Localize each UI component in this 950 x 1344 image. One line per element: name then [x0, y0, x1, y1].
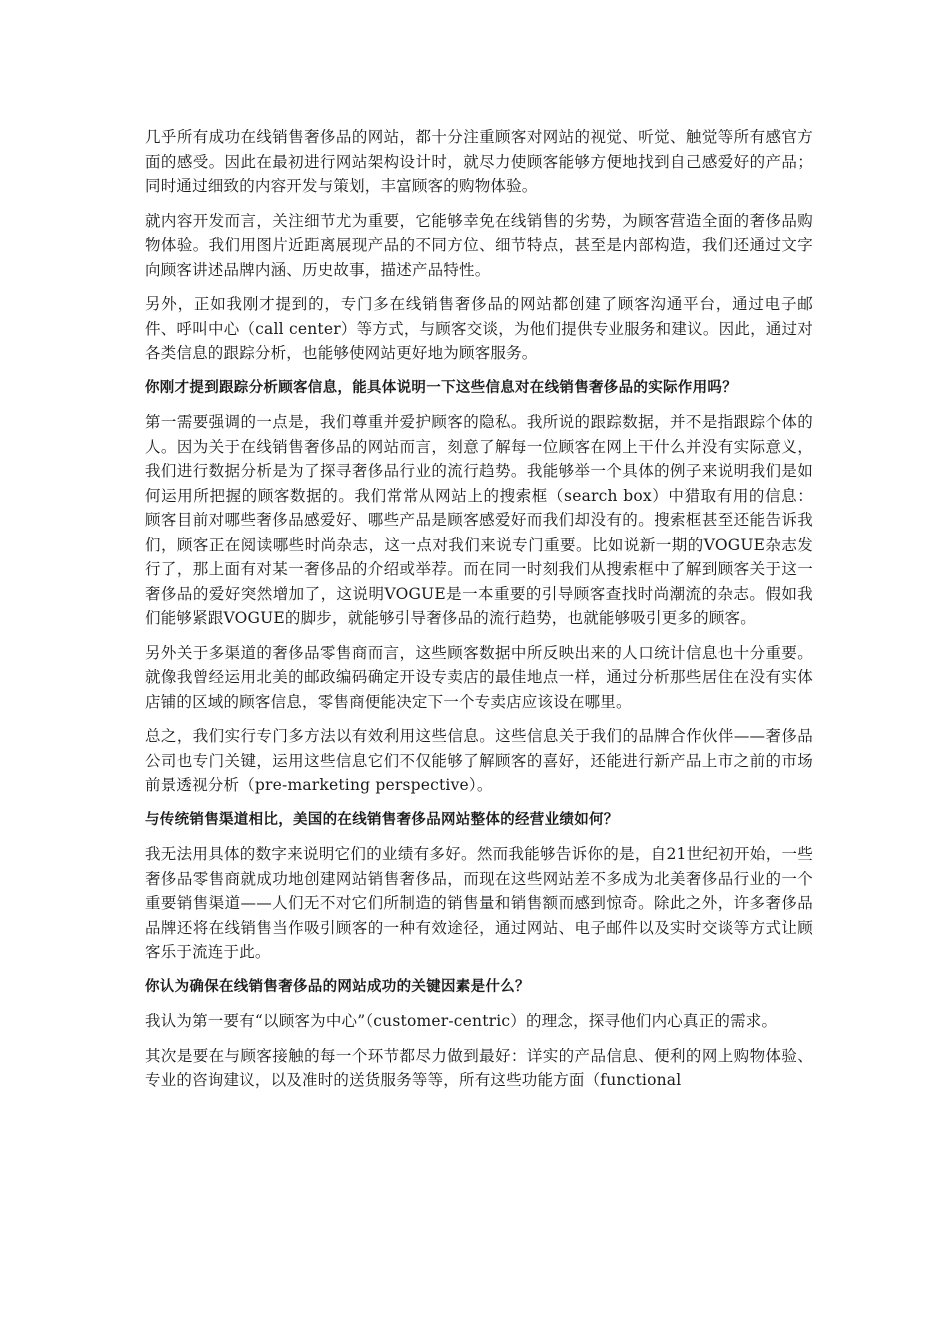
paragraph: 几乎所有成功在线销售奢侈品的网站，都十分注重顾客对网站的视觉、听觉、触觉等所有感官方面的感受。因此在最初进行网站架构设计时，就尽力使顾客能够方便地找到自己感爱好的产品；同时通过细致的内容开发与策划，丰富顾客的购物体验。 — [145, 128, 813, 195]
paragraph: 另外关于多渠道的奢侈品零售商而言，这些顾客数据中所反映出来的人口统计信息也十分重要。就像我曾经运用北美的邮政编码确定开设专卖店的最佳地点一样，通过分析那些居住在没有实体店铺的区域的顾客信息，零售商便能决定下一个专卖店应该设在哪里。 — [145, 643, 813, 711]
document-body — [145, 125, 813, 1103]
paragraph: 我认为第一要有“以顾客为中心”（customer-centric）的理念，探寻他们内心真正的需求。 — [145, 1012, 778, 1030]
paragraph: 就内容开发而言，关注细节尤为重要，它能够幸免在线销售的劣势，为顾客营造全面的奢侈品购物体验。我们用图片近距离展现产品的不同方位、细节特点，甚至是内部构造，我们还通过文字向顾客讲述品牌内涵、历史故事，描述产品特性。 — [145, 211, 813, 279]
interview-question: 你认为确保在线销售奢侈品的网站成功的关键因素是什么？ — [145, 978, 530, 995]
paragraph: 另外，正如我刚才提到的，专门多在线销售奢侈品的网站都创建了顾客沟通平台，通过电子邮件、呼叫中心（call center）等方式，与顾客交谈，为他们提供专业服务和建议。因此，通过对各类信息的跟踪分析，也能够使网站更好地为顾客服务。 — [145, 295, 813, 362]
paragraph: 第一需要强调的一点是，我们尊重并爱护顾客的隐私。我所说的跟踪数据，并不是指跟踪个体的人。因为关于在线销售奢侈品的网站而言，刻意了解每一位顾客在网上干什么并没有实际意义，我们进行数据分析是为了探寻奢侈品行业的流行趋势。我能够举一个具体的例子来说明我们是如何运用所把握的顾客数据的。我们常常从网站上的搜索框（search box）中猎取有用的信息：顾客目前对哪些奢侈品感爱好、哪些产品是顾客感爱好而我们却没有的。搜索框甚至还能告诉我们，顾客正在阅读哪些时尚杂志，这一点对我们来说专门重要。比如说新一期的VOGUE杂志发行了，那上面有对某一奢侈品的介绍或举荐。而在同一时刻我们从搜索框中了解到顾客关于这一奢侈品的爱好突然增加了，这说明VOGUE是一本重要的引导顾客查找时尚潮流的杂志。假如我们能够紧跟VOGUE的脚步，就能够引导奢侈品的流行趋势，也就能够吸引更多的顾客。 — [145, 413, 813, 627]
interview-question: 你刚才提到跟踪分析顾客信息，能具体说明一下这些信息对在线销售奢侈品的实际作用吗？ — [145, 379, 737, 396]
paragraph: 总之，我们实行专门多方法以有效利用这些信息。这些信息关于我们的品牌合作伙伴——奢侈品公司也专门关键，运用这些信息它们不仅能够了解顾客的喜好，还能进行新产品上市之前的市场前景透视分析（pre-marketing perspective）。 — [145, 727, 813, 794]
paragraph: 其次是要在与顾客接触的每一个环节都尽力做到最好：详实的产品信息、便利的网上购物体验、专业的咨询建议，以及准时的送货服务等等，所有这些功能方面（functional — [145, 1046, 813, 1089]
paragraph: 我无法用具体的数字来说明它们的业绩有多好。然而我能够告诉你的是，自21世纪初开始，一些奢侈品零售商就成功地创建网站销售奢侈品，而现在这些网站差不多成为北美奢侈品行业的一个重要销售渠道——人们无不对它们所制造的销售量和销售额而感到惊奇。除此之外，许多奢侈品品牌还将在线销售当作吸引顾客的一种有效途径，通过网站、电子邮件以及实时交谈等方式让顾客乐于流连于此。 — [145, 845, 813, 961]
interview-question: 与传统销售渠道相比，美国的在线销售奢侈品网站整体的经营业绩如何？ — [145, 811, 619, 828]
